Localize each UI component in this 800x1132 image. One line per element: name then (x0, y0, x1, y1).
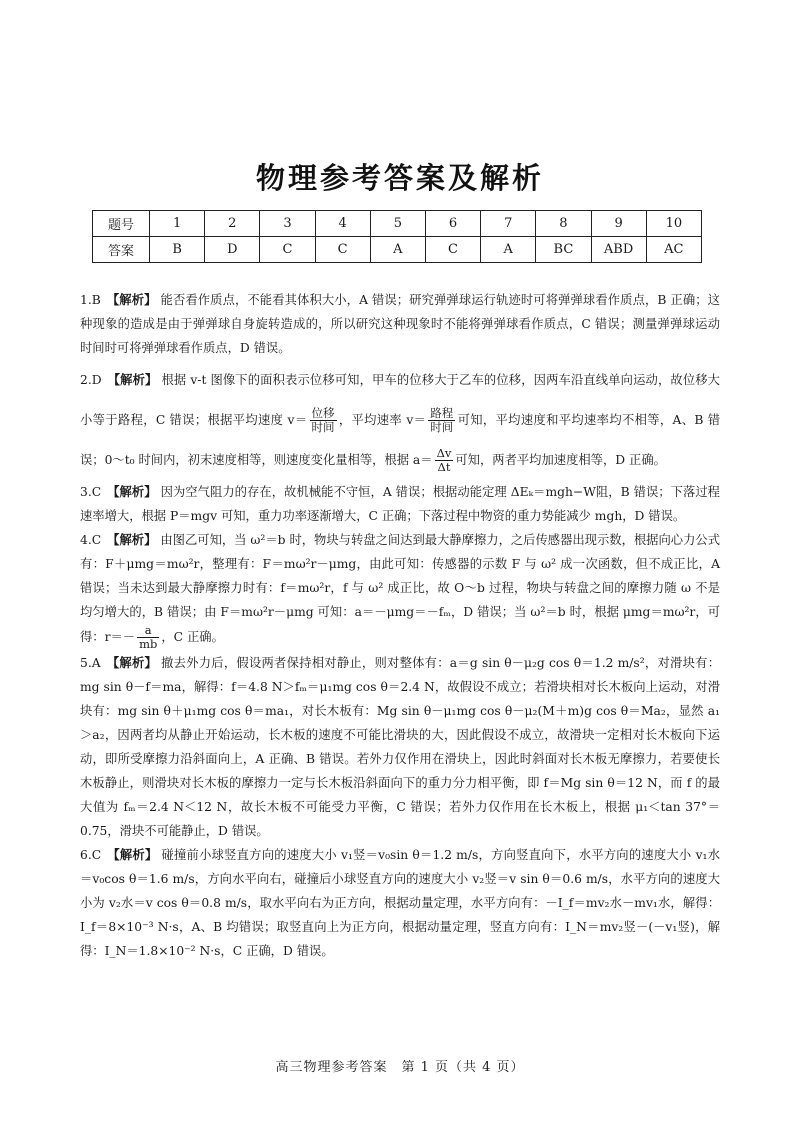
row-label-answer: 答案 (93, 237, 150, 263)
answer-cell: C (425, 237, 480, 263)
answer-cell: AC (646, 237, 701, 263)
page-title: 物理参考答案及解析 (255, 161, 544, 195)
page-footer: 高三物理参考答案 第 1 页（共 4 页） (275, 1060, 525, 1075)
question-number-cell: 6 (425, 211, 480, 237)
q4-text-a: 由图乙可知，当 ω²＝b 时，物块与转盘之间达到最大静摩擦力，之后传感器出现示数，根据向心力公式有：F＋μmg＝mω²r，整理有：F＝mω²r－μmg，由此可知：传感器的示数 F 与 ω² 成一次函数，但不成正比，A 错误；当未达到最大静摩擦力时有：f＝mω²r，f 与 ω² 成正比，故 O～b 过程，物块与转盘之间的摩擦力随 ω 不是均匀增大的，B 错误；由 F＝mω²r－μmg 可知：a＝－μmg＝－fₘ，D 错误；当 ω²＝b 时，根据 μmg＝mω²r，可得：r＝－ (80, 533, 720, 644)
row-label-number: 题号 (93, 211, 150, 237)
fraction-a-over-mb (137, 624, 159, 651)
fraction-denominator: 时间 (311, 420, 335, 434)
q5-text: 撤去外力后，假设两者保持相对静止，则对整体有：a＝g sin θ－μ₂g cos θ＝1.2 m/s²，对滑块有：mg sin θ－f＝ma，解得：f＝4.8 N＞fₘ＝μ₁mg cos θ＝2.4 N，故假设不成立；若滑块相对长木板向上运动，对滑块有：mg sin θ＋μ₁mg cos θ＝ma₁，对长木板有：Mg sin θ－μ₁mg cos θ－μ₂(M＋m)g cos θ＝Ma₂，显然 a₁＞a₂，因两者均从静止开始运动，长木板的速度不可能比滑块的大，因此假设不成立，故滑块一定相对长木板向下运动，即所受摩擦力沿斜面向上，A 正确、B 错误。若外力仅作用在滑块上，因此时斜面对长木板无摩擦力，若要使长木板静止，则滑块对长木板的摩擦力一定与长木板沿斜面向下的重力分力相平衡，即 f＝Mg sin θ＝12 N，而 f 的最大值为 fₘ＝2.4 N＜12 N，故长木板不可能受力平衡，C 错误；若外力仅作用在长木板上，根据 μ₁＜tan 37°＝0.75，滑块不可能静止，D 错误。 (80, 656, 720, 838)
fraction-displacement-over-time (310, 407, 337, 434)
explanation-q2 (80, 360, 720, 480)
fraction-denominator: mb (139, 637, 158, 651)
analysis-tag: 【解析】 (107, 373, 158, 387)
answer-cell: B (150, 237, 205, 263)
fraction-numerator: a (137, 624, 159, 638)
question-number-cell: 9 (591, 211, 646, 237)
question-number-cell: 3 (260, 211, 315, 237)
q5-head: 5.A (80, 656, 101, 670)
explanation-q5 (80, 651, 720, 843)
answer-cell: BC (536, 237, 591, 263)
question-number-cell: 2 (205, 211, 260, 237)
q4-text-b: ，C 正确。 (161, 630, 224, 644)
question-number-cell: 4 (315, 211, 370, 237)
analysis-tag: 【解析】 (107, 848, 158, 862)
answer-key-table (92, 210, 702, 263)
q2-text-b: ，平均速率 v＝ (338, 413, 427, 427)
question-number-row (93, 211, 702, 237)
fraction-dv-over-dt (435, 447, 454, 474)
question-number-cell: 7 (481, 211, 536, 237)
analysis-tag: 【解析】 (106, 293, 157, 307)
answer-cell: C (315, 237, 370, 263)
analysis-tag: 【解析】 (107, 533, 157, 547)
explanation-q4 (80, 528, 720, 651)
q1-head: 1.B (80, 293, 101, 307)
analysis-tag: 【解析】 (106, 656, 158, 670)
explanation-q1 (80, 288, 720, 360)
q6-head: 6.C (80, 848, 102, 862)
q4-head: 4.C (80, 533, 102, 547)
question-number-cell: 8 (536, 211, 591, 237)
question-number-cell: 10 (646, 211, 701, 237)
analysis-tag: 【解析】 (107, 485, 157, 499)
fraction-denominator: Δt (437, 460, 451, 474)
q2-text-c: 可知，平均速度和平均速率均不相等，A、B 错误；0～t₀ 时间内，初末速度相等，则速度变化量相等，根据 a＝ (80, 413, 720, 467)
answer-cell: A (481, 237, 536, 263)
fraction-distance-over-time (428, 407, 455, 434)
answer-cell: A (370, 237, 425, 263)
explanation-q6 (80, 843, 720, 963)
q2-head: 2.D (80, 373, 102, 387)
fraction-numerator: 位移 (311, 406, 335, 420)
q1-text: 能否看作质点，不能看其体积大小，A 错误；研究弹弹球运行轨迹时可将弹弹球看作质点，B 正确；这种现象的造成是由于弹弹球自身旋转造成的，所以研究这种现象时不能将弹弹球看作质点，C 错误；测量弹弹球运动时间时可将弹弹球看作质点，D 错误。 (80, 293, 720, 355)
answer-cell: D (205, 237, 260, 263)
question-number-cell: 5 (370, 211, 425, 237)
fraction-numerator: 路程 (430, 406, 454, 420)
q3-head: 3.C (80, 485, 102, 499)
q2-text-d: 可知，两者平均加速度相等，D 正确。 (455, 453, 666, 467)
explanations (80, 288, 720, 963)
q3-text: 因为空气阻力的存在，故机械能不守恒，A 错误；根据动能定理 ΔEₖ＝mgh−W阻，B 错误；下落过程速率增大，根据 P＝mgv 可知，重力功率逐渐增大，C 正确；下落过程中物资的重力势能减少 mgh，D 错误。 (80, 485, 720, 523)
answer-cell: C (260, 237, 315, 263)
explanation-q3 (80, 480, 720, 528)
q6-text: 碰撞前小球竖直方向的速度大小 v₁竖＝v₀sin θ＝1.2 m/s，方向竖直向下，水平方向的速度大小 v₁水＝v₀cos θ＝1.6 m/s，方向水平向右，碰撞后小球竖直方向的速度大小 v₂竖＝v sin θ＝0.6 m/s，水平方向的速度大小为 v₂水＝v cos θ＝0.8 m/s，取水平向右为正方向，根据动量定理，水平方向有：－I_f＝mv₂水－mv₁水，解得：I_f＝8×10⁻³ N·s，A、B 均错误；取竖直向上为正方向，根据动量定理，竖直方向有：I_N＝mv₂竖－(－v₁竖)，解得：I_N＝1.8×10⁻² N·s，C 正确，D 错误。 (80, 848, 720, 958)
fraction-denominator: 时间 (430, 420, 454, 434)
answer-cell: ABD (591, 237, 646, 263)
fraction-numerator: Δv (436, 446, 452, 460)
answer-row (93, 237, 702, 263)
question-number-cell: 1 (150, 211, 205, 237)
q2-text-a: 根据 v-t 图像下的面积表示位移可知，甲车的位移大于乙车的位移，因两车沿直线单向运动，故位移大小等于路程，C 错误；根据平均速度 v＝ (80, 373, 720, 427)
